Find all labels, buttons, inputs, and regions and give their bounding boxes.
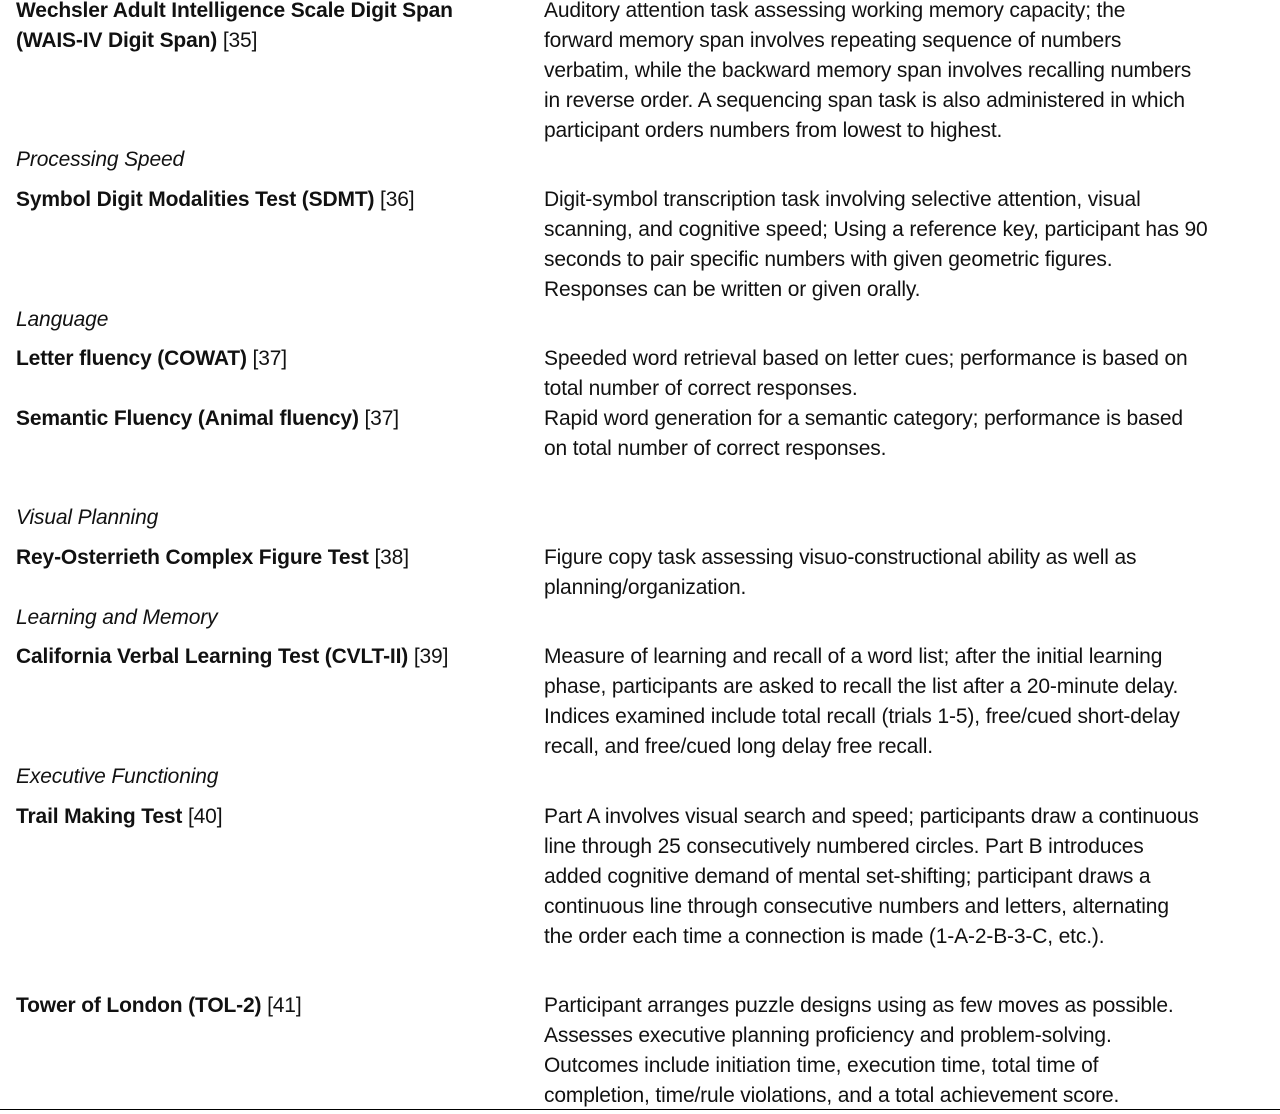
test-name <box>16 991 302 1021</box>
domain-heading: Visual Planning <box>16 506 159 529</box>
test-name-text: Letter fluency (COWAT) <box>16 347 247 370</box>
description-line: Participant arranges puzzle designs using as few moves as possible. <box>544 994 1174 1017</box>
description-line: seconds to pair specific numbers with given geometric figures. <box>544 248 1113 271</box>
test-name <box>16 404 399 434</box>
description-line: Indices examined include total recall (trials 1-5), free/cued short-delay <box>544 705 1180 728</box>
description-line: forward memory span involves repeating sequence of numbers <box>544 29 1122 52</box>
description-line: continuous line through consecutive numbers and letters, alternating <box>544 895 1169 918</box>
test-name-text: Wechsler Adult Intelligence Scale Digit Span <box>16 0 453 22</box>
description-line: Digit-symbol transcription task involving selective attention, visual <box>544 188 1141 211</box>
test-description <box>544 991 1274 1111</box>
test-name <box>16 543 409 573</box>
description-line: total number of correct responses. <box>544 377 858 400</box>
domain-heading: Language <box>16 308 109 331</box>
citation-ref: [38] <box>368 546 409 569</box>
citation-ref: [41] <box>261 994 302 1017</box>
description-line: recall, and free/cued long delay free recall. <box>544 735 933 758</box>
description-line: Auditory attention task assessing working memory capacity; the <box>544 0 1126 22</box>
test-description <box>544 344 1274 404</box>
description-line: completion, time/rule violations, and a total achievement score. <box>544 1084 1120 1107</box>
citation-ref: [40] <box>182 805 223 828</box>
description-line: Speeded word retrieval based on letter cues; performance is based on <box>544 347 1188 370</box>
description-line: added cognitive demand of mental set-shifting; participant draws a <box>544 865 1151 888</box>
description-line: phase, participants are asked to recall the list after a 20-minute delay. <box>544 675 1179 698</box>
table-bottom-rule <box>0 1109 1280 1110</box>
description-line: Outcomes include initiation time, execution time, total time of <box>544 1054 1099 1077</box>
test-description <box>544 543 1274 603</box>
test-name-text: Tower of London (TOL-2) <box>16 994 262 1017</box>
test-name <box>16 0 453 26</box>
test-description <box>544 802 1274 952</box>
citation-ref: [36] <box>374 188 415 211</box>
description-line: the order each time a connection is made (1-A-2-B-3-C, etc.). <box>544 925 1105 948</box>
citation-ref: [35] <box>217 29 258 52</box>
description-line: planning/organization. <box>544 576 747 599</box>
domain-heading: Learning and Memory <box>16 606 218 629</box>
description-line: Rapid word generation for a semantic category; performance is based <box>544 407 1183 430</box>
description-line: on total number of correct responses. <box>544 437 887 460</box>
description-line: verbatim, while the backward memory span involves recalling numbers <box>544 59 1192 82</box>
test-description <box>544 0 1274 146</box>
test-description <box>544 642 1274 762</box>
test-name-text: Symbol Digit Modalities Test (SDMT) <box>16 188 375 211</box>
description-line: Figure copy task assessing visuo-constructional ability as well as <box>544 546 1137 569</box>
domain-heading: Processing Speed <box>16 148 185 171</box>
citation-ref: [37] <box>246 347 287 370</box>
domain-heading: Executive Functioning <box>16 765 219 788</box>
test-name <box>16 642 448 672</box>
description-line: in reverse order. A sequencing span task is also administered in which <box>544 89 1185 112</box>
description-line: scanning, and cognitive speed; Using a reference key, participant has 90 <box>544 218 1208 241</box>
test-name-text: Semantic Fluency (Animal fluency) <box>16 407 359 430</box>
test-description <box>544 404 1274 464</box>
description-line: participant orders numbers from lowest to highest. <box>544 119 1003 142</box>
description-line: line through 25 consecutively numbered circles. Part B introduces <box>544 835 1144 858</box>
test-name-text: Trail Making Test <box>16 805 183 828</box>
test-name <box>16 26 257 56</box>
test-description <box>544 185 1274 305</box>
test-name-text: (WAIS-IV Digit Span) <box>16 29 218 52</box>
test-name-text: California Verbal Learning Test (CVLT-II) <box>16 645 409 668</box>
description-line: Assesses executive planning proficiency and problem-solving. <box>544 1024 1112 1047</box>
citation-ref: [39] <box>408 645 449 668</box>
description-line: Measure of learning and recall of a word list; after the initial learning <box>544 645 1163 668</box>
test-name-text: Rey-Osterrieth Complex Figure Test <box>16 546 369 569</box>
citation-ref: [37] <box>358 407 399 430</box>
description-line: Part A involves visual search and speed; participants draw a continuous <box>544 805 1199 828</box>
test-name <box>16 344 287 374</box>
test-name <box>16 185 415 215</box>
test-name <box>16 802 222 832</box>
description-line: Responses can be written or given orally. <box>544 278 921 301</box>
